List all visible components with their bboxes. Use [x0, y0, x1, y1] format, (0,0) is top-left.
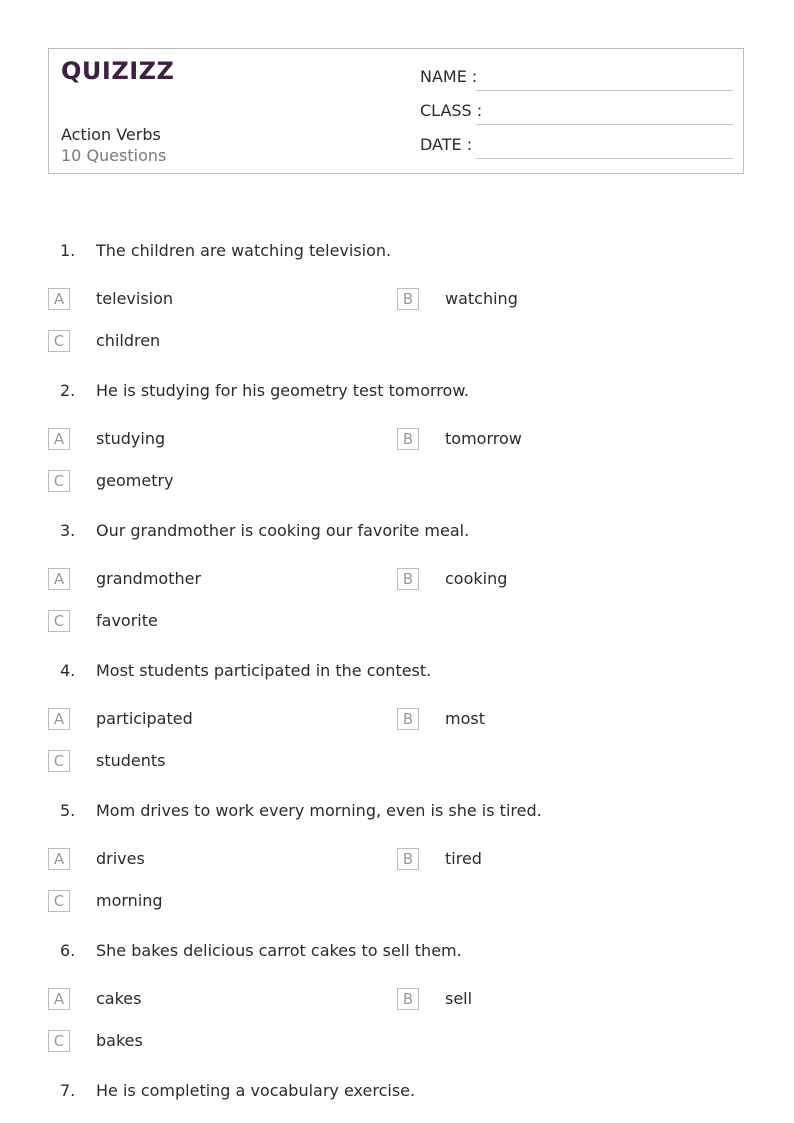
option-checkbox[interactable]: C: [48, 470, 70, 492]
option-text: watching: [445, 289, 518, 308]
question-text: She bakes delicious carrot cakes to sell them.: [96, 941, 462, 960]
option-text: cooking: [445, 569, 508, 588]
name-label: NAME :: [420, 67, 478, 86]
option-checkbox[interactable]: A: [48, 288, 70, 310]
name-field[interactable]: [420, 67, 733, 91]
date-label: DATE :: [420, 135, 473, 154]
option-text: participated: [96, 709, 193, 728]
option-checkbox[interactable]: A: [48, 428, 70, 450]
option-checkbox[interactable]: C: [48, 330, 70, 352]
question-text: The children are watching television.: [96, 241, 392, 260]
option-checkbox[interactable]: A: [48, 568, 70, 590]
option-text: geometry: [96, 471, 174, 490]
option-text: television: [96, 289, 174, 308]
option-text: children: [96, 331, 161, 350]
option-text: tomorrow: [445, 429, 522, 448]
question-number: 1.: [60, 241, 76, 260]
option-checkbox[interactable]: B: [397, 288, 419, 310]
question-number: 3.: [60, 521, 76, 540]
name-line[interactable]: [476, 90, 733, 91]
option-text: students: [96, 751, 166, 770]
option-text: sell: [445, 989, 473, 1008]
worksheet-header: [48, 48, 744, 174]
option-checkbox[interactable]: B: [397, 708, 419, 730]
question-number: 6.: [60, 941, 76, 960]
option-text: most: [445, 709, 485, 728]
question-text: Our grandmother is cooking our favorite meal.: [96, 521, 470, 540]
option-checkbox[interactable]: B: [397, 988, 419, 1010]
option-text: favorite: [96, 611, 158, 630]
option-text: drives: [96, 849, 145, 868]
question-number: 5.: [60, 801, 76, 820]
option-checkbox[interactable]: C: [48, 610, 70, 632]
question-count: 10 Questions: [61, 146, 167, 165]
class-label: CLASS :: [420, 101, 483, 120]
question-text: He is studying for his geometry test tomorrow.: [96, 381, 470, 400]
class-line[interactable]: [476, 124, 733, 125]
question-number: 2.: [60, 381, 76, 400]
option-text: morning: [96, 891, 163, 910]
worksheet-title: Action Verbs: [61, 125, 161, 144]
option-checkbox[interactable]: B: [397, 848, 419, 870]
date-line[interactable]: [476, 158, 733, 159]
option-text: bakes: [96, 1031, 143, 1050]
date-field[interactable]: [420, 135, 733, 159]
option-checkbox[interactable]: A: [48, 848, 70, 870]
option-text: studying: [96, 429, 166, 448]
option-text: tired: [445, 849, 482, 868]
option-checkbox[interactable]: B: [397, 428, 419, 450]
question-text: Mom drives to work every morning, even is she is tired.: [96, 801, 542, 820]
option-text: cakes: [96, 989, 142, 1008]
option-checkbox[interactable]: C: [48, 750, 70, 772]
class-field[interactable]: [420, 101, 733, 125]
option-checkbox[interactable]: C: [48, 890, 70, 912]
option-text: grandmother: [96, 569, 202, 588]
question-number: 4.: [60, 661, 76, 680]
option-checkbox[interactable]: B: [397, 568, 419, 590]
option-checkbox[interactable]: A: [48, 988, 70, 1010]
option-checkbox[interactable]: C: [48, 1030, 70, 1052]
question-text: He is completing a vocabulary exercise.: [96, 1081, 416, 1100]
option-checkbox[interactable]: A: [48, 708, 70, 730]
question-text: Most students participated in the contest.: [96, 661, 432, 680]
question-number: 7.: [60, 1081, 76, 1100]
quizizz-logo: QUIZIZZ: [61, 57, 175, 85]
